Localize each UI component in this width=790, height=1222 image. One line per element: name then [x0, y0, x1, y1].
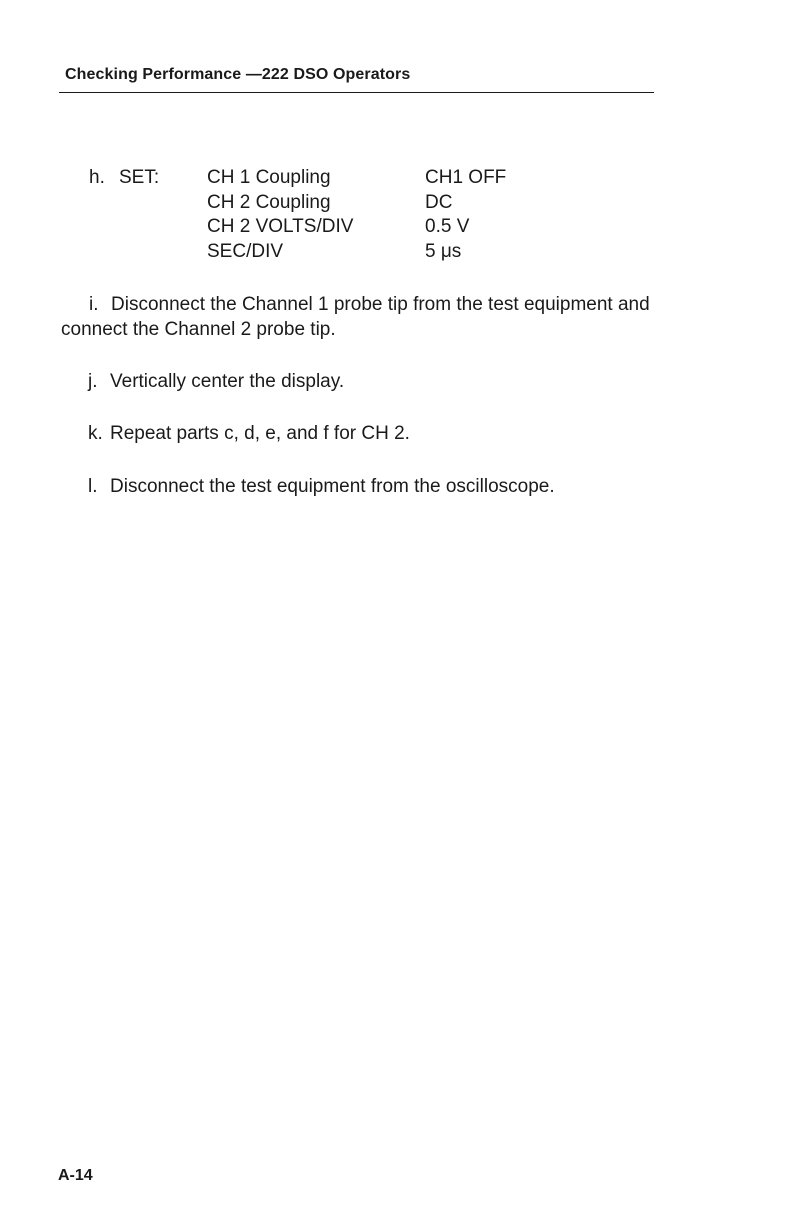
step-text: Repeat parts c, d, e, and f for CH 2.	[110, 423, 410, 444]
step-paragraph	[61, 474, 661, 499]
step-paragraph	[61, 369, 661, 394]
step-text: Disconnect the Channel 1 probe tip from the test equipment and connect the Channel 2 probe tip.	[61, 294, 650, 340]
setting-name: SEC/DIV	[207, 240, 284, 262]
setting-value: 5 μs	[425, 240, 462, 262]
page-number: A-14	[58, 1167, 93, 1184]
setting-value: DC	[425, 191, 453, 213]
setting-value: 0.5 V	[425, 216, 470, 237]
step-paragraph	[61, 292, 661, 342]
set-label: SET:	[119, 167, 160, 188]
step-marker: l.	[88, 476, 98, 497]
running-header: Checking Performance —222 DSO Operators	[65, 66, 411, 83]
step-text: Vertically center the display.	[110, 371, 345, 392]
setting-name: CH 2 Coupling	[207, 191, 331, 213]
step-marker: j.	[88, 371, 98, 392]
step-paragraph	[61, 421, 661, 446]
setting-value: CH1 OFF	[425, 167, 507, 188]
header-rule	[59, 92, 654, 93]
step-text: Disconnect the test equipment from the oscilloscope.	[110, 476, 555, 497]
step-marker: k.	[88, 423, 103, 444]
step-marker: h.	[89, 167, 105, 188]
setting-name: CH 1 Coupling	[207, 167, 331, 188]
setting-name: CH 2 VOLTS/DIV	[207, 216, 354, 237]
step-marker: i.	[89, 294, 99, 315]
